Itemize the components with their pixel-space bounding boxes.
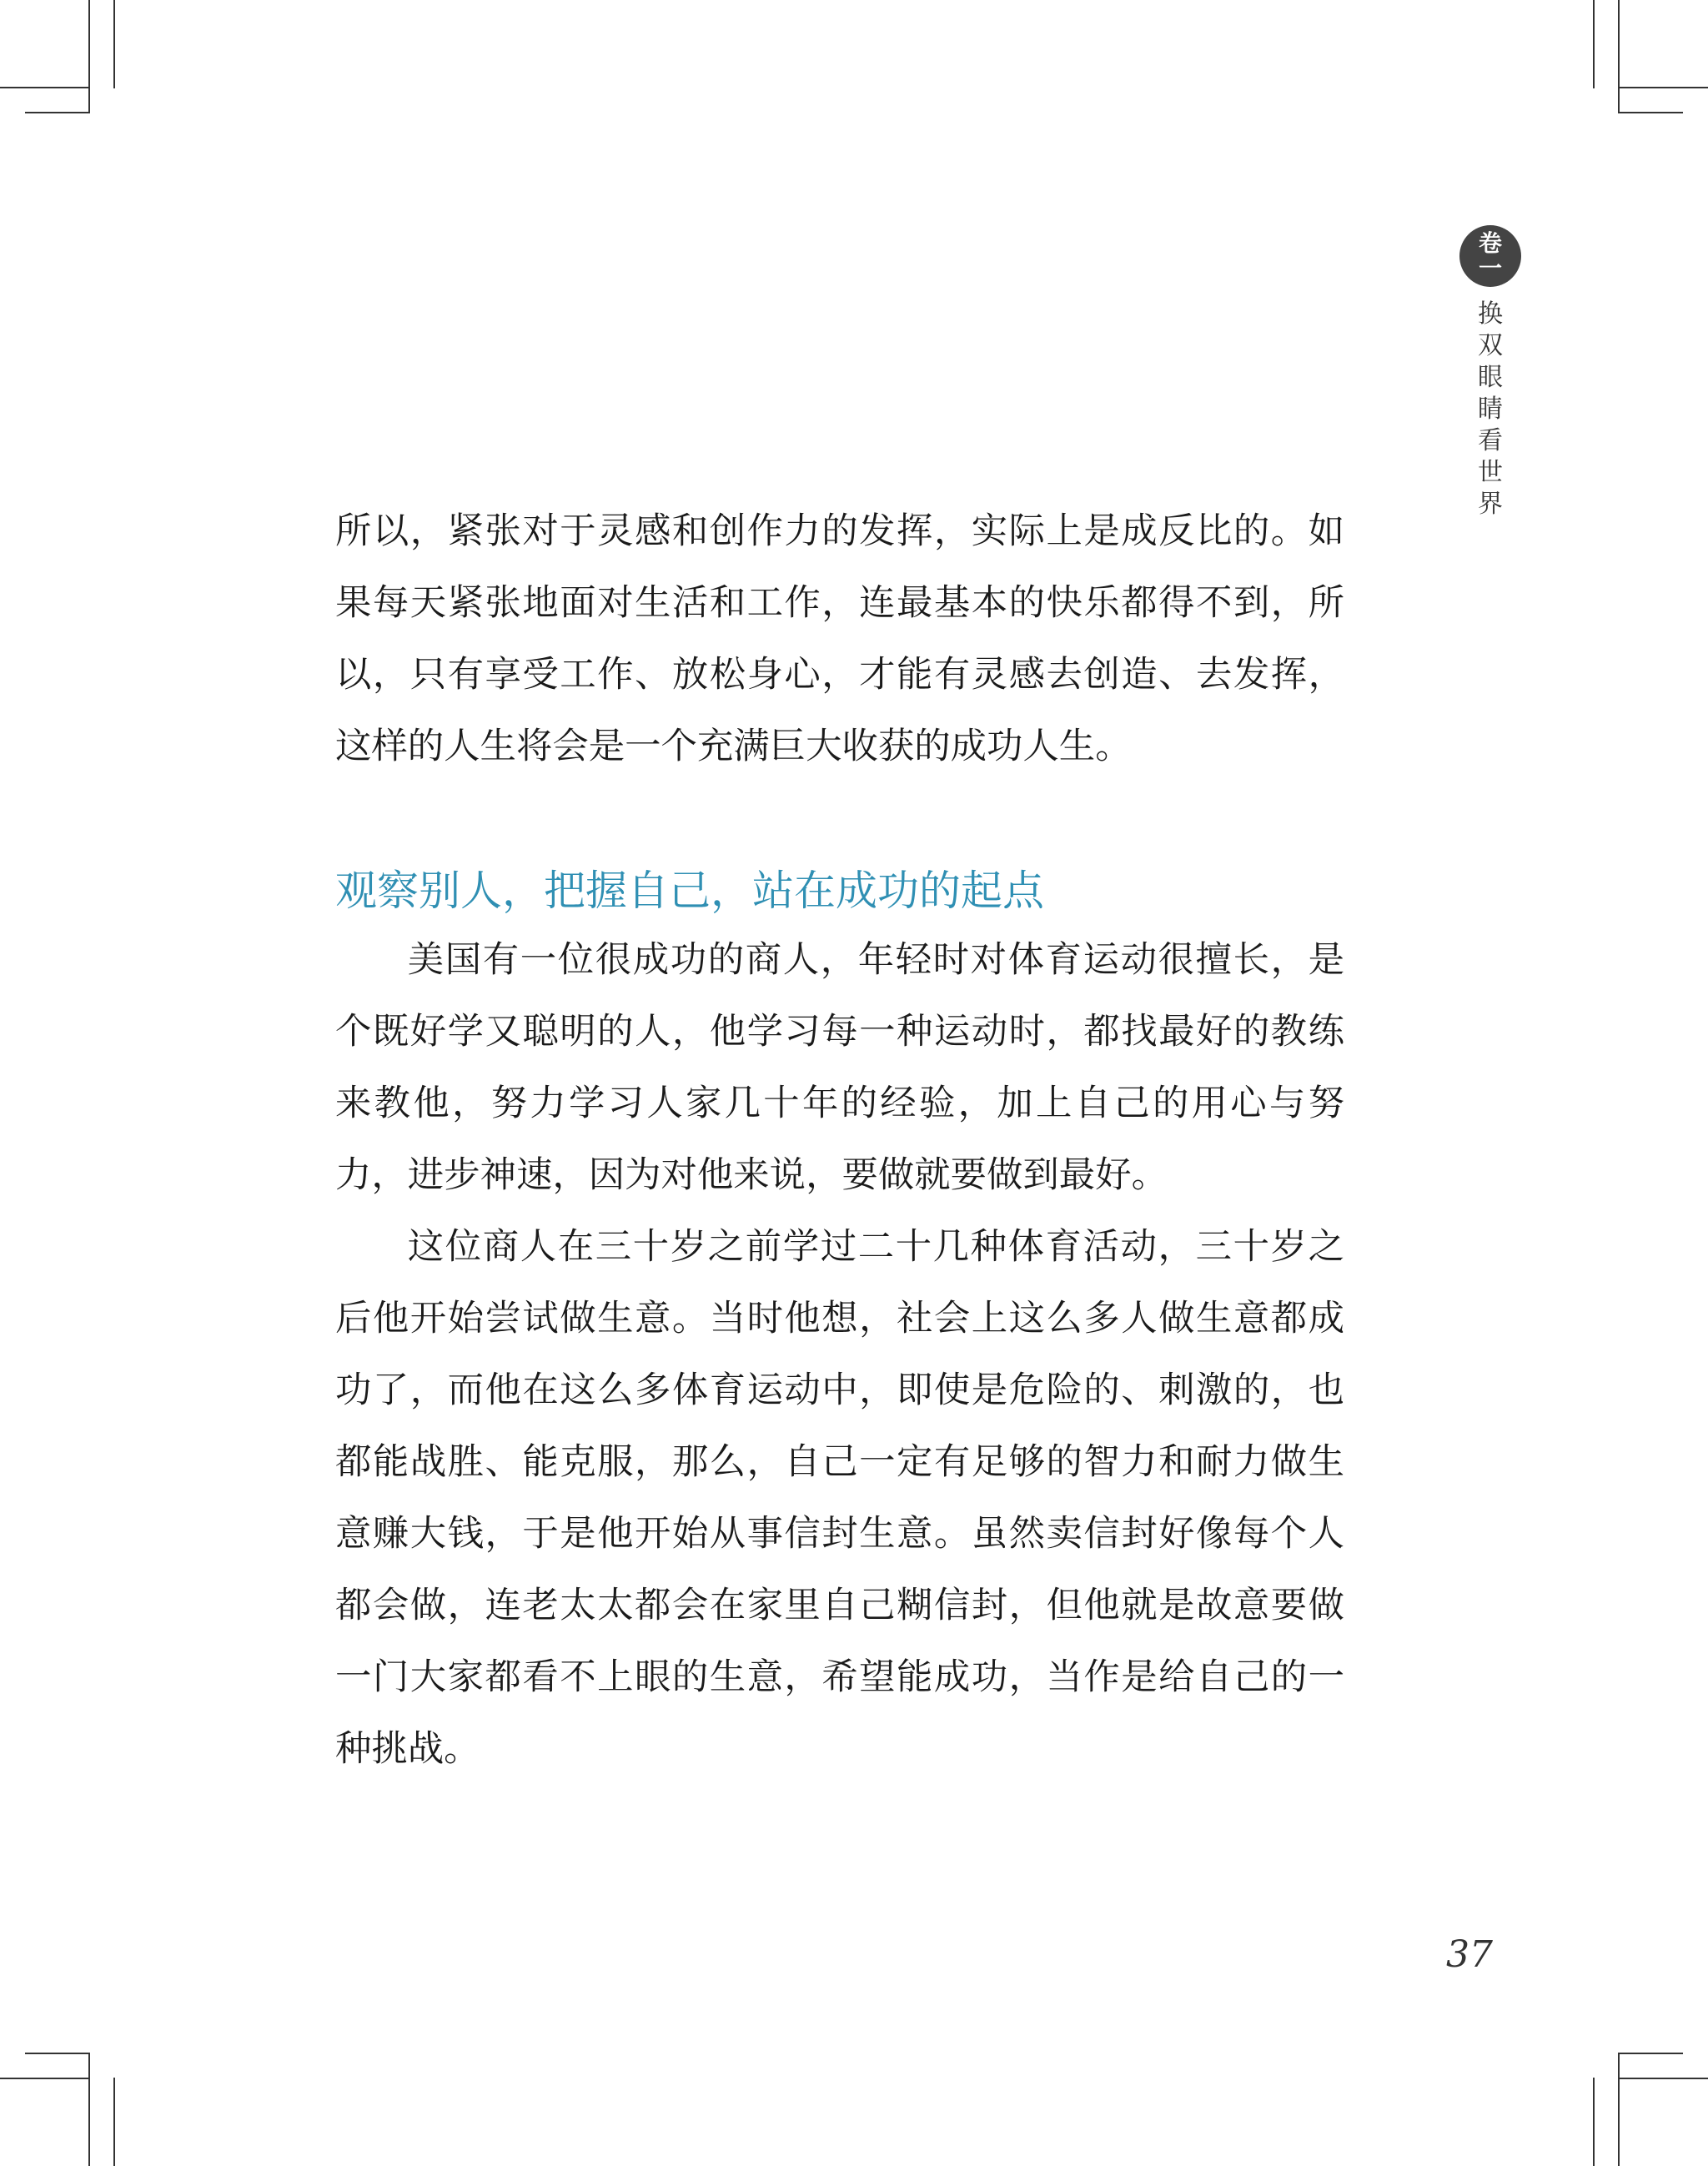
- crop-mark-top-right-v2: [1593, 0, 1595, 88]
- crop-mark-bottom-left-v2: [113, 2078, 115, 2166]
- section-paragraph-2: 这位商人在三十岁之前学过二十几种体育活动，三十岁之后他开始尝试做生意。当时他想，社会上这么多人做生意都成功了，而他在这么多体育运动中，即使是危险的、刺激的，也都能战胜、能克服，那么，自己一定有足够的智力和耐力做生意赚大钱，于是他开始从事信封生意。虽然卖信封好像每个人都会做，连老太太都会在家里自己糊信封，但他就是故意要做一门大家都看不上眼的生意，希望能成功，当作是给自己的一种挑战。: [335, 1226, 1344, 1770]
- crop-mark-bottom-right-h2: [1618, 2053, 1683, 2054]
- crop-mark-top-right-h2: [1618, 112, 1683, 113]
- section-paragraph-1: 美国有一位很成功的商人，年轻时对体育运动很擅长，是个既好学又聪明的人，他学习每一种运动时，都找最好的教练来教他，努力学习人家几十年的经验，加上自己的用心与努力，进步神速，因为对他来说，要做就要做到最好。: [335, 939, 1344, 1196]
- top-text-block: [335, 495, 1344, 782]
- volume-badge-line1: 卷: [1478, 229, 1502, 257]
- chapter-side-tab: [1459, 225, 1521, 520]
- crop-mark-top-left-v2: [113, 0, 115, 88]
- crop-mark-bottom-right-v: [1618, 2053, 1620, 2166]
- crop-mark-top-right-v: [1618, 0, 1620, 113]
- crop-mark-bottom-left-h: [0, 2078, 90, 2079]
- volume-badge: [1459, 225, 1521, 287]
- crop-mark-top-right-h: [1618, 87, 1708, 88]
- crop-mark-top-left-h: [0, 87, 90, 88]
- crop-mark-top-left-v: [88, 0, 90, 113]
- crop-mark-bottom-left-v: [88, 2053, 90, 2166]
- crop-mark-bottom-right-v2: [1593, 2078, 1595, 2166]
- crop-mark-bottom-left-h2: [25, 2053, 90, 2054]
- crop-mark-top-left-h2: [25, 112, 90, 113]
- section-body: [335, 924, 1344, 1785]
- chapter-title-vertical: 换双眼睛看世界: [1478, 299, 1503, 519]
- crop-mark-bottom-right-h: [1618, 2078, 1708, 2079]
- page-number: 37: [1446, 1933, 1493, 1976]
- volume-badge-line2: 一: [1478, 254, 1502, 282]
- section-heading: 观察别人，把握自己，站在成功的起点: [335, 867, 1044, 915]
- paragraph-continuation: 所以，紧张对于灵感和创作力的发挥，实际上是成反比的。如果每天紧张地面对生活和工作，连最基本的快乐都得不到，所以，只有享受工作、放松身心，才能有灵感去创造、去发挥，这样的人生将会是一个充满巨大收获的成功人生。: [335, 510, 1344, 767]
